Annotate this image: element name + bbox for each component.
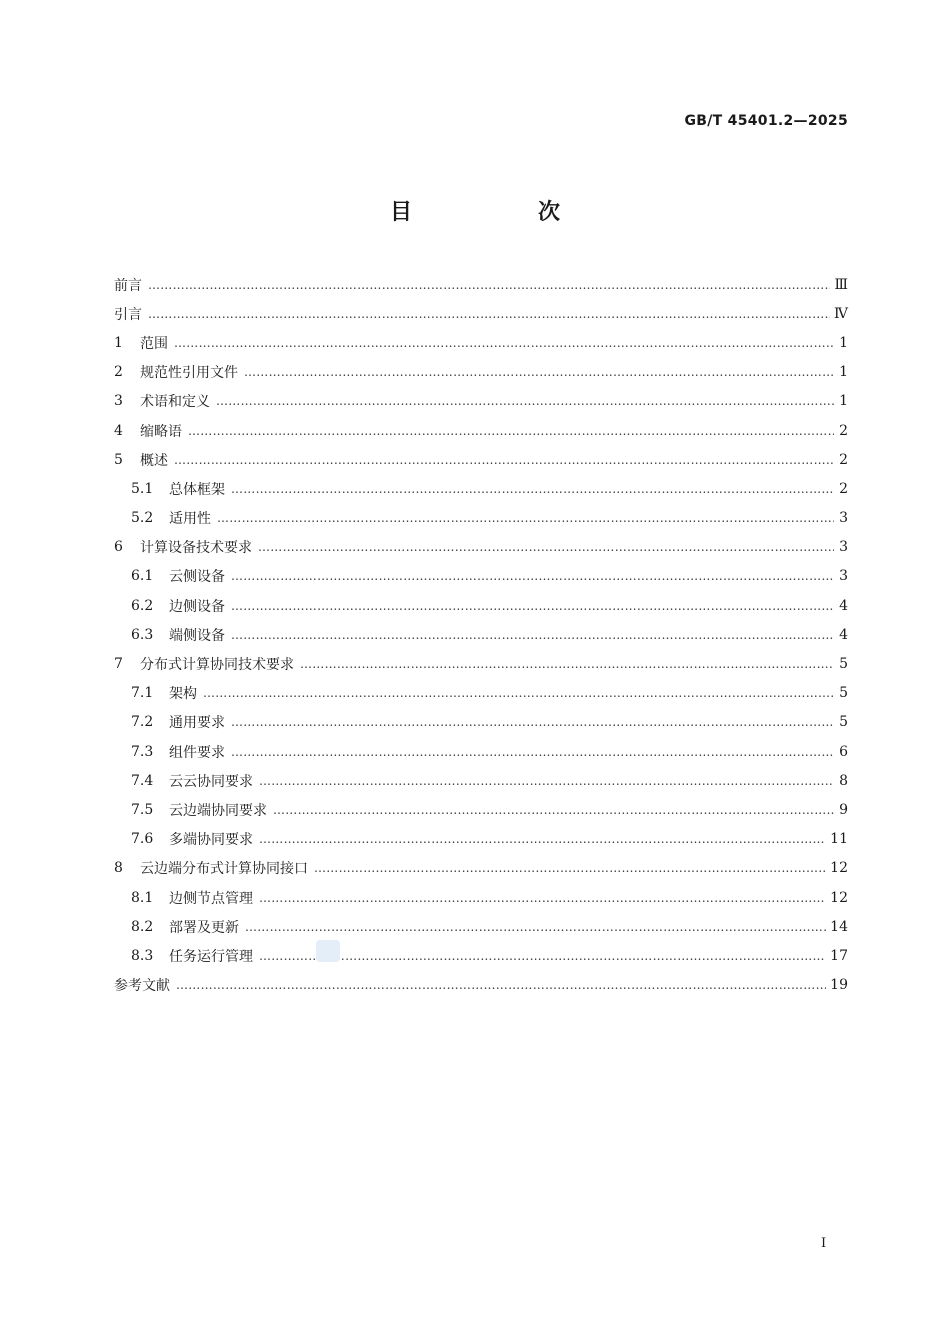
toc-entry-label: 计算设备技术要求 xyxy=(140,540,252,557)
toc-entry-page: 4 xyxy=(839,597,848,614)
dot-leader xyxy=(188,424,834,438)
toc-entry-page: 4 xyxy=(839,626,848,643)
toc-entry-label: 云边端分布式计算协同接口 xyxy=(140,861,308,878)
toc-entry-label: 云边端协同要求 xyxy=(169,802,267,819)
toc-entry-label: 架构 xyxy=(169,686,197,703)
toc-entry-page: 3 xyxy=(839,568,848,585)
toc-entry[interactable] xyxy=(114,562,848,591)
toc-entry[interactable] xyxy=(114,883,848,912)
dot-leader xyxy=(231,482,834,496)
toc-entry-number: 7.1 xyxy=(131,685,154,702)
toc-entry[interactable] xyxy=(114,328,848,357)
toc-entry[interactable] xyxy=(114,737,848,766)
dot-leader xyxy=(148,307,830,321)
toc-entry[interactable] xyxy=(114,591,848,620)
dot-leader xyxy=(258,540,834,554)
page-title: 目 次 xyxy=(389,200,612,225)
toc-entry-number: 7 xyxy=(114,656,123,673)
toc-entry-label: 规范性引用文件 xyxy=(140,365,238,382)
dot-leader xyxy=(314,861,826,875)
dot-leader xyxy=(216,394,834,408)
toc-entry-number: 7.3 xyxy=(131,743,154,760)
toc-entry[interactable] xyxy=(114,474,848,503)
toc-entry-page: 3 xyxy=(839,539,848,556)
toc-entry-number: 3 xyxy=(114,393,123,410)
toc-entry-label: 范围 xyxy=(140,335,168,352)
toc-entry-number: 7.2 xyxy=(131,714,154,731)
toc-entry-label: 前言 xyxy=(114,277,142,294)
toc-entry[interactable] xyxy=(114,416,848,445)
toc-entry-page: 11 xyxy=(830,831,848,848)
table-of-contents xyxy=(114,270,848,1000)
toc-entry-label: 引言 xyxy=(114,306,142,323)
toc-entry-page: 2 xyxy=(839,422,848,439)
toc-entry-label: 边侧节点管理 xyxy=(169,890,253,907)
dot-leader xyxy=(231,715,834,729)
document-code: GB/T 45401.2—2025 xyxy=(684,113,848,129)
toc-entry-page: 1 xyxy=(839,393,848,410)
toc-entry-number: 2 xyxy=(114,364,123,381)
toc-entry-page: 9 xyxy=(839,801,848,818)
toc-entry-page: 5 xyxy=(839,714,848,731)
toc-entry[interactable] xyxy=(114,854,848,883)
toc-entry-label: 分布式计算协同技术要求 xyxy=(140,657,294,674)
dot-leader xyxy=(300,657,834,671)
toc-entry-label: 多端协同要求 xyxy=(169,832,253,849)
toc-entry-number: 8.1 xyxy=(131,889,154,906)
toc-entry-number: 7.5 xyxy=(131,801,154,818)
dot-leader xyxy=(217,511,834,525)
toc-entry-page: 1 xyxy=(839,334,848,351)
toc-entry-number: 7.4 xyxy=(131,772,154,789)
toc-entry-number: 8.3 xyxy=(131,947,154,964)
toc-entry-page: 8 xyxy=(839,772,848,789)
toc-entry-number: 6.1 xyxy=(131,568,154,585)
toc-entry-label: 通用要求 xyxy=(169,715,225,732)
toc-entry[interactable] xyxy=(114,825,848,854)
toc-entry[interactable] xyxy=(114,504,848,533)
toc-entry-page: Ⅳ xyxy=(834,305,848,322)
toc-entry[interactable] xyxy=(114,708,848,737)
dot-leader xyxy=(231,745,834,759)
toc-entry-label: 适用性 xyxy=(169,511,211,528)
dot-leader xyxy=(231,628,834,642)
watermark-stamp xyxy=(316,940,340,962)
toc-entry-label: 云云协同要求 xyxy=(169,773,253,790)
toc-entry-number: 8.2 xyxy=(131,918,154,935)
toc-entry-label: 组件要求 xyxy=(169,744,225,761)
dot-leader xyxy=(148,278,830,292)
dot-leader xyxy=(231,569,834,583)
dot-leader xyxy=(203,686,834,700)
toc-entry[interactable] xyxy=(114,649,848,678)
toc-entry-page: 2 xyxy=(839,480,848,497)
toc-entry-page: 5 xyxy=(839,656,848,673)
dot-leader xyxy=(259,949,826,963)
toc-entry[interactable] xyxy=(114,766,848,795)
dot-leader xyxy=(176,978,826,992)
toc-entry[interactable] xyxy=(114,912,848,941)
dot-leader xyxy=(174,453,834,467)
toc-entry-number: 6 xyxy=(114,539,123,556)
dot-leader xyxy=(244,365,834,379)
toc-entry[interactable] xyxy=(114,387,848,416)
toc-entry-label: 云侧设备 xyxy=(169,569,225,586)
toc-entry-page: 6 xyxy=(839,743,848,760)
toc-entry[interactable] xyxy=(114,445,848,474)
toc-entry[interactable] xyxy=(114,795,848,824)
toc-entry-number: 6.2 xyxy=(131,597,154,614)
dot-leader xyxy=(259,832,826,846)
toc-entry-number: 5.2 xyxy=(131,510,154,527)
toc-entry-label: 总体框架 xyxy=(169,481,225,498)
toc-entry[interactable] xyxy=(114,358,848,387)
toc-entry-page: 17 xyxy=(830,947,848,964)
toc-entry-number: 5 xyxy=(114,451,123,468)
dot-leader xyxy=(231,599,834,613)
toc-entry-page: 14 xyxy=(830,918,848,935)
toc-entry-label: 术语和定义 xyxy=(140,394,210,411)
dot-leader xyxy=(273,803,834,817)
toc-entry[interactable] xyxy=(114,679,848,708)
toc-entry-page: 1 xyxy=(839,364,848,381)
toc-entry-page: 3 xyxy=(839,510,848,527)
toc-entry[interactable] xyxy=(114,299,848,328)
dot-leader xyxy=(259,891,826,905)
toc-entry-page: 12 xyxy=(830,889,848,906)
toc-entry-label: 参考文献 xyxy=(114,978,170,995)
toc-entry-number: 1 xyxy=(114,334,123,351)
toc-entry-label: 部署及更新 xyxy=(169,919,239,936)
toc-entry-number: 6.3 xyxy=(131,626,154,643)
dot-leader xyxy=(174,336,834,350)
toc-entry-number: 7.6 xyxy=(131,831,154,848)
toc-entry-page: 19 xyxy=(830,977,848,994)
toc-entry[interactable] xyxy=(114,533,848,562)
toc-entry-page: 5 xyxy=(839,685,848,702)
dot-leader xyxy=(259,774,834,788)
toc-entry-page: 2 xyxy=(839,451,848,468)
toc-entry-label: 端侧设备 xyxy=(169,627,225,644)
toc-entry-page: 12 xyxy=(830,860,848,877)
toc-entry-label: 缩略语 xyxy=(140,423,182,440)
toc-entry-label: 概述 xyxy=(140,452,168,469)
toc-entry[interactable] xyxy=(114,620,848,649)
toc-entry-label: 任务运行管理 xyxy=(169,948,253,965)
toc-entry-page: Ⅲ xyxy=(834,276,848,293)
toc-entry[interactable] xyxy=(114,941,848,970)
dot-leader xyxy=(245,920,826,934)
toc-entry-number: 4 xyxy=(114,422,123,439)
toc-entry-number: 5.1 xyxy=(131,480,154,497)
toc-entry-label: 边侧设备 xyxy=(169,598,225,615)
page-number: Ⅰ xyxy=(821,1236,827,1251)
toc-entry-number: 8 xyxy=(114,860,123,877)
toc-entry[interactable] xyxy=(114,270,848,299)
toc-entry[interactable] xyxy=(114,971,848,1000)
